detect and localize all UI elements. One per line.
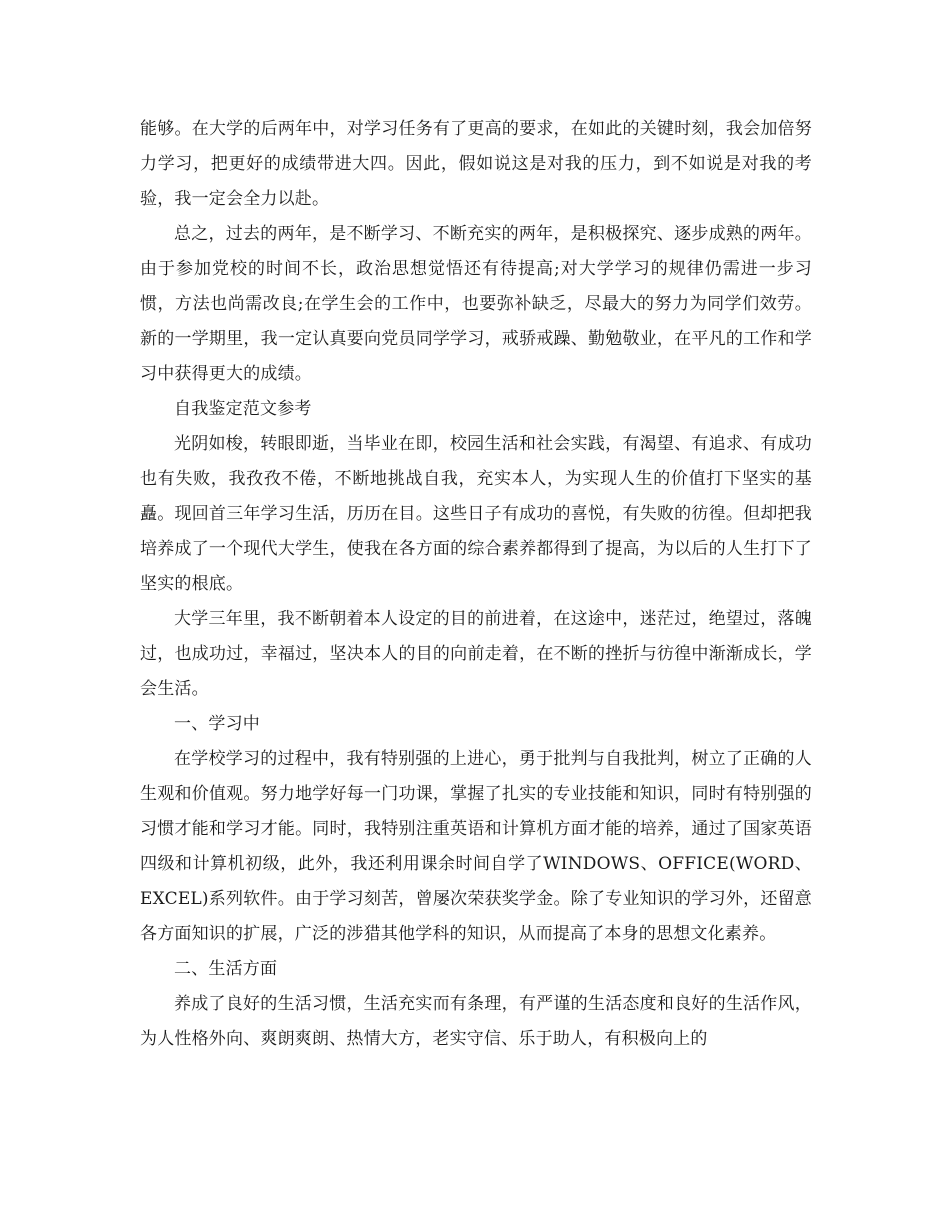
section-heading-study: 一、学习中 [174,714,260,734]
document-body [140,112,812,1057]
section-heading-life: 二、生活方面 [174,959,278,979]
section-heading-reference: 自我鉴定范文参考 [174,399,312,419]
paragraph-3: 光阴如梭，转眼即逝，当毕业在即，校园生活和社会实践，有渴望、有追求、有成功也有失败，我孜孜不倦，不断地挑战自我，充实本人，为实现人生的价值打下坚实的基矗。现回首三年学习生活，历历在目。这些日子有成功的喜悦，有失败的彷徨。但却把我培养成了一个现代大学生，使我在各方面的综合素养都得到了提高，为以后的人生打下了坚实的根底。 [140,434,812,594]
paragraph-4: 大学三年里，我不断朝着本人设定的目的前进着，在这途中，迷茫过，绝望过，落魄过，也成功过，幸福过，坚决本人的目的向前走着，在不断的挫折与彷徨中渐渐成长，学会生活。 [140,609,812,699]
paragraph-6: 养成了良好的生活习惯，生活充实而有条理，有严谨的生活态度和良好的生活作风，为人性格外向、爽朗爽朗、热情大方，老实守信、乐于助人，有积极向上的 [140,994,812,1049]
paragraph-1: 能够。在大学的后两年中，对学习任务有了更高的要求，在如此的关键时刻，我会加倍努力学习，把更好的成绩带进大四。因此，假如说这是对我的压力，到不如说是对我的考验，我一定会全力以赴。 [140,119,812,209]
paragraph-5: 在学校学习的过程中，我有特别强的上进心，勇于批判与自我批判，树立了正确的人生观和价值观。努力地学好每一门功课，掌握了扎实的专业技能和知识，同时有特别强的习惯才能和学习才能。同时，我特别注重英语和计算机方面才能的培养，通过了国家英语四级和计算机初级，此外，我还利用课余时间自学了WINDOWS、OFFICE(WORD、EXCEL)系列软件。由于学习刻苦，曾屡次荣获奖学金。除了专业知识的学习外，还留意各方面知识的扩展，广泛的涉猎其他学科的知识，从而提高了本身的思想文化素养。 [140,749,812,944]
paragraph-2: 总之，过去的两年，是不断学习、不断充实的两年，是积极探究、逐步成熟的两年。由于参加党校的时间不长，政治思想觉悟还有待提高;对大学学习的规律仍需进一步习惯，方法也尚需改良;在学生会的工作中，也要弥补缺乏，尽最大的努力为同学们效劳。新的一学期里，我一定认真要向党员同学学习，戒骄戒躁、勤勉敬业，在平凡的工作和学习中获得更大的成绩。 [140,224,812,384]
